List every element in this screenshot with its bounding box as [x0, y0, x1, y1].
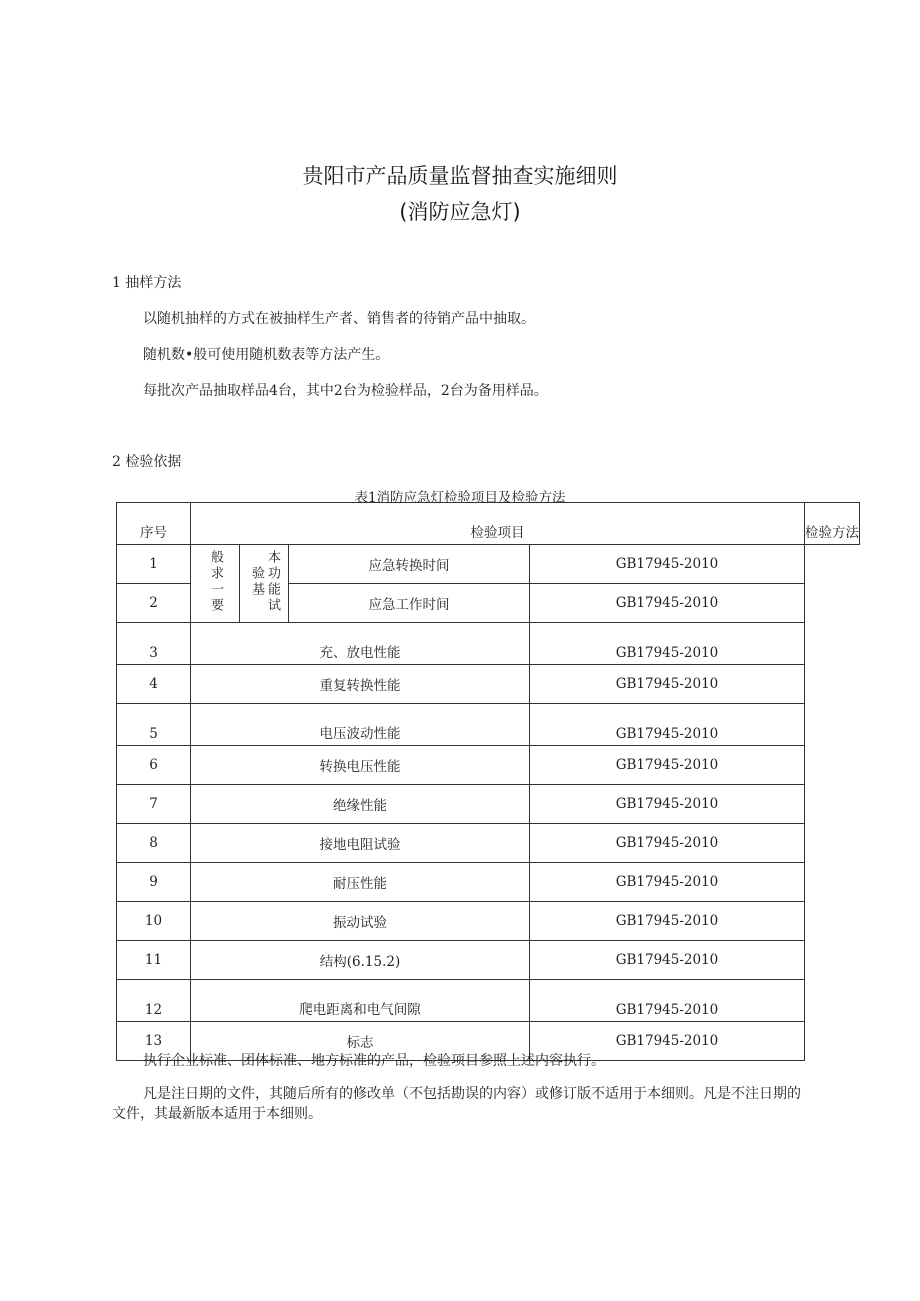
- table-row: [117, 980, 860, 1022]
- row-seq: 11: [117, 941, 191, 980]
- table-caption: 表1消防应急灯检验项目及检验方法: [354, 490, 566, 506]
- row-seq: 9: [117, 863, 191, 902]
- note-paragraph: 执行企业标准、团体标准、地方标准的产品，检验项目参照上述内容执行。: [143, 1053, 605, 1069]
- table-row: [117, 824, 860, 863]
- section-1-paragraph: 以随机抽样的方式在被抽样生产者、销售者的待销产品中抽取。: [143, 311, 535, 327]
- row-item: 应急工作时间: [289, 584, 530, 623]
- section-1-paragraph: 每批次产品抽取样品4台，其中2台为检验样品，2台为备用样品。: [143, 383, 548, 399]
- row-item: 标志: [191, 1022, 530, 1061]
- row-method: GB17945-2010: [530, 704, 805, 746]
- row-seq: 12: [117, 980, 191, 1022]
- table-row: [117, 863, 860, 902]
- group-label-b: 本功能试验基: [240, 545, 289, 623]
- table-row: [117, 746, 860, 785]
- row-seq: 5: [117, 704, 191, 746]
- row-method: GB17945-2010: [530, 545, 805, 584]
- table-row: [117, 545, 860, 584]
- table-row: [117, 902, 860, 941]
- row-seq: 3: [117, 623, 191, 665]
- note-paragraph: 凡是注日期的文件，其随后所有的修改单（不包括勘误的内容）或修订版不适用于本细则。凡是不注日期的文件，其最新版本适用于本细则。: [112, 1086, 801, 1122]
- row-method: GB17945-2010: [530, 980, 805, 1022]
- row-method: GB17945-2010: [530, 584, 805, 623]
- header-item: 检验项目: [191, 503, 805, 545]
- table-row: [117, 941, 860, 980]
- row-seq: 6: [117, 746, 191, 785]
- row-item: 结构(6.15.2): [191, 941, 530, 980]
- row-method: GB17945-2010: [530, 746, 805, 785]
- table-row: [117, 623, 860, 665]
- row-method: GB17945-2010: [530, 623, 805, 665]
- table-row: [117, 704, 860, 746]
- section-1-paragraph: 随机数•般可使用随机数表等方法产生。: [143, 347, 390, 363]
- row-item: 转换电压性能: [191, 746, 530, 785]
- section-2-heading: 2 检验依据: [112, 454, 182, 470]
- row-method: GB17945-2010: [530, 1022, 805, 1061]
- row-item: 绝缘性能: [191, 785, 530, 824]
- row-item: 耐压性能: [191, 863, 530, 902]
- group-label-a: 般求一要: [191, 545, 240, 623]
- header-seq: 序号: [117, 503, 191, 545]
- table-header-row: [117, 503, 860, 545]
- row-item: 接地电阻试验: [191, 824, 530, 863]
- row-seq: 1: [117, 545, 191, 584]
- row-seq: 4: [117, 665, 191, 704]
- inspection-table: [116, 502, 860, 1061]
- row-seq: 7: [117, 785, 191, 824]
- row-item: 应急转换时间: [289, 545, 530, 584]
- row-method: GB17945-2010: [530, 941, 805, 980]
- table-row: [117, 785, 860, 824]
- row-method: GB17945-2010: [530, 902, 805, 941]
- row-item: 充、放电性能: [191, 623, 530, 665]
- row-method: GB17945-2010: [530, 785, 805, 824]
- row-item: 振动试验: [191, 902, 530, 941]
- table-row: [117, 665, 860, 704]
- row-item: 电压波动性能: [191, 704, 530, 746]
- document-title: 贵阳市产品质量监督抽查实施细则: [302, 164, 618, 188]
- row-seq: 10: [117, 902, 191, 941]
- row-item: 爬电距离和电气间隙: [191, 980, 530, 1022]
- row-item: 重复转换性能: [191, 665, 530, 704]
- header-method: 检验方法: [805, 503, 860, 545]
- document-subtitle: (消防应急灯): [399, 200, 521, 224]
- row-seq: 13: [117, 1022, 191, 1061]
- row-seq: 8: [117, 824, 191, 863]
- section-1-heading: 1 抽样方法: [112, 275, 182, 291]
- row-method: GB17945-2010: [530, 665, 805, 704]
- row-method: GB17945-2010: [530, 863, 805, 902]
- row-seq: 2: [117, 584, 191, 623]
- row-method: GB17945-2010: [530, 824, 805, 863]
